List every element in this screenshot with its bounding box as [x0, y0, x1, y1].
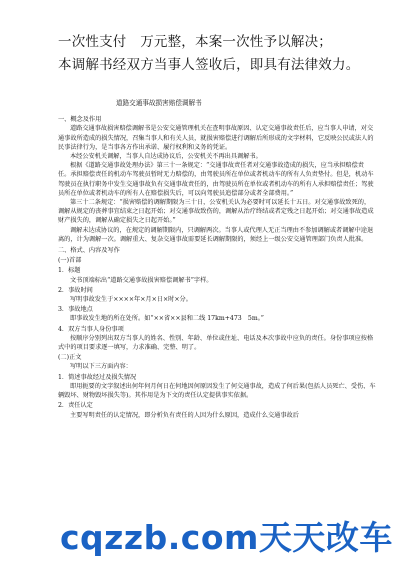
- section-heading: 一、概念及作用: [58, 116, 102, 124]
- site-watermark: cqzzb.com天天改车: [60, 518, 393, 557]
- item-heading: 4．双方当事人身份事项: [58, 325, 124, 333]
- paragraph: 写明以下三方面内容：: [70, 363, 132, 371]
- document-title: 道路交通事故损害赔偿调解书: [116, 99, 202, 107]
- paragraph: 即用扼要的文字叙述出何年何月何日在何地因何原因发生了何交通事故，造成了何后果(包括人员死亡、受伤、车辆毁坏、财物毁坏损失等)。其作用是为下文的责任认定提供事实依据。: [58, 382, 376, 400]
- header-text-block: [58, 34, 388, 74]
- item-heading: 2．事故时间: [58, 286, 93, 294]
- header-line: 本调解书经双方当事人签收后，即具有法律效力。: [58, 57, 360, 73]
- paragraph: 按顺序分别列出双方当事人的姓名、性别、年龄、单位或住址、电话及本次事故中应负的责任。身份事项应按格式中的项目要求逐一填写，力求准确、完整、明了。: [58, 334, 374, 352]
- paragraph: 根据《道路交通事故处理办法》第三十一条规定：“交通事故责任者对交通事故造成的损失，应当承担赔偿责任。承担赔偿责任的机动车驾驶员暂时无力赔偿的，由驾驶员所在单位或者机动车的所有人负责垫付。但是，机动车驾驶员在执行职务中发生交通事故负有交通事故责任的，由驾驶员所在单位或者机动车的所有人承担赔偿责任；驾驶员所在单位或者机动车的所有人在赔偿损失后，可以向驾驶员追偿部分或者全部费用。”: [58, 162, 374, 197]
- header-line: 一次性支付 万元整，本案一次性予以解决；: [58, 34, 332, 50]
- document-body: [58, 99, 376, 420]
- paragraph: 主要写明责任的认定情况，即分析负有责任的人因为什么原因，造成什么交通事故后: [70, 411, 299, 419]
- paragraph: 调解未达成协议的，在规定的调解期限内，只调解两次。当事人或代理人无正当理由不参加调解或者调解中途退离的，计为调解一次。调解重大、复杂交通事故需要延长调解期限的，须经上一级公安交通管理部门负责人批准。: [58, 226, 374, 243]
- item-heading: 1．简述事故经过及损失情况: [58, 373, 137, 381]
- paragraph: 写明事故发生于××××年×月×日×时×分。: [70, 296, 192, 304]
- subsection-heading: (一)首部: [58, 257, 82, 265]
- paragraph: 即事故发生地的所在处所。如“××省××县和二线 17km+473 5m。”: [70, 315, 264, 323]
- section-heading: 二、格式、内容及写作: [58, 247, 120, 255]
- item-heading: 3．事故地点: [58, 306, 93, 314]
- subsection-heading: (二)正文: [58, 354, 82, 362]
- item-heading: 1．标题: [58, 267, 81, 275]
- paragraph: 道路交通事故损害赔偿调解书是公安交通管理机关在查明事故原因、认定交通事故责任后，应当事人申请，对交通事故所造成的损失情况，召集当事人和有关人员，就损害赔偿进行调解后所形成的文字材料，它反映公民或法人的民事法律行为，是当事各方作出承诺、履行权利和义务的凭证。: [58, 125, 374, 151]
- paragraph: 文书顶端标出“道路交通事故损害赔偿调解书”字样。: [70, 276, 213, 284]
- paragraph: 本经公安机关调解，当事人自达成协议后，公安机关不再出具调解书。: [70, 153, 262, 161]
- paragraph: 第三十二条规定：“损害赔偿的调解期限为三十日，公安机关认为必要时可以延长十五日。对交通事故致死的，调解从规定的丧葬事宜结束之日起开始；对交通事故致伤的，调解从治疗终结或者定残之日起开始；对交通事故造成财产损失的，调解从确定损失之日起开始。”: [58, 199, 374, 225]
- item-heading: 2．责任认定: [58, 402, 93, 410]
